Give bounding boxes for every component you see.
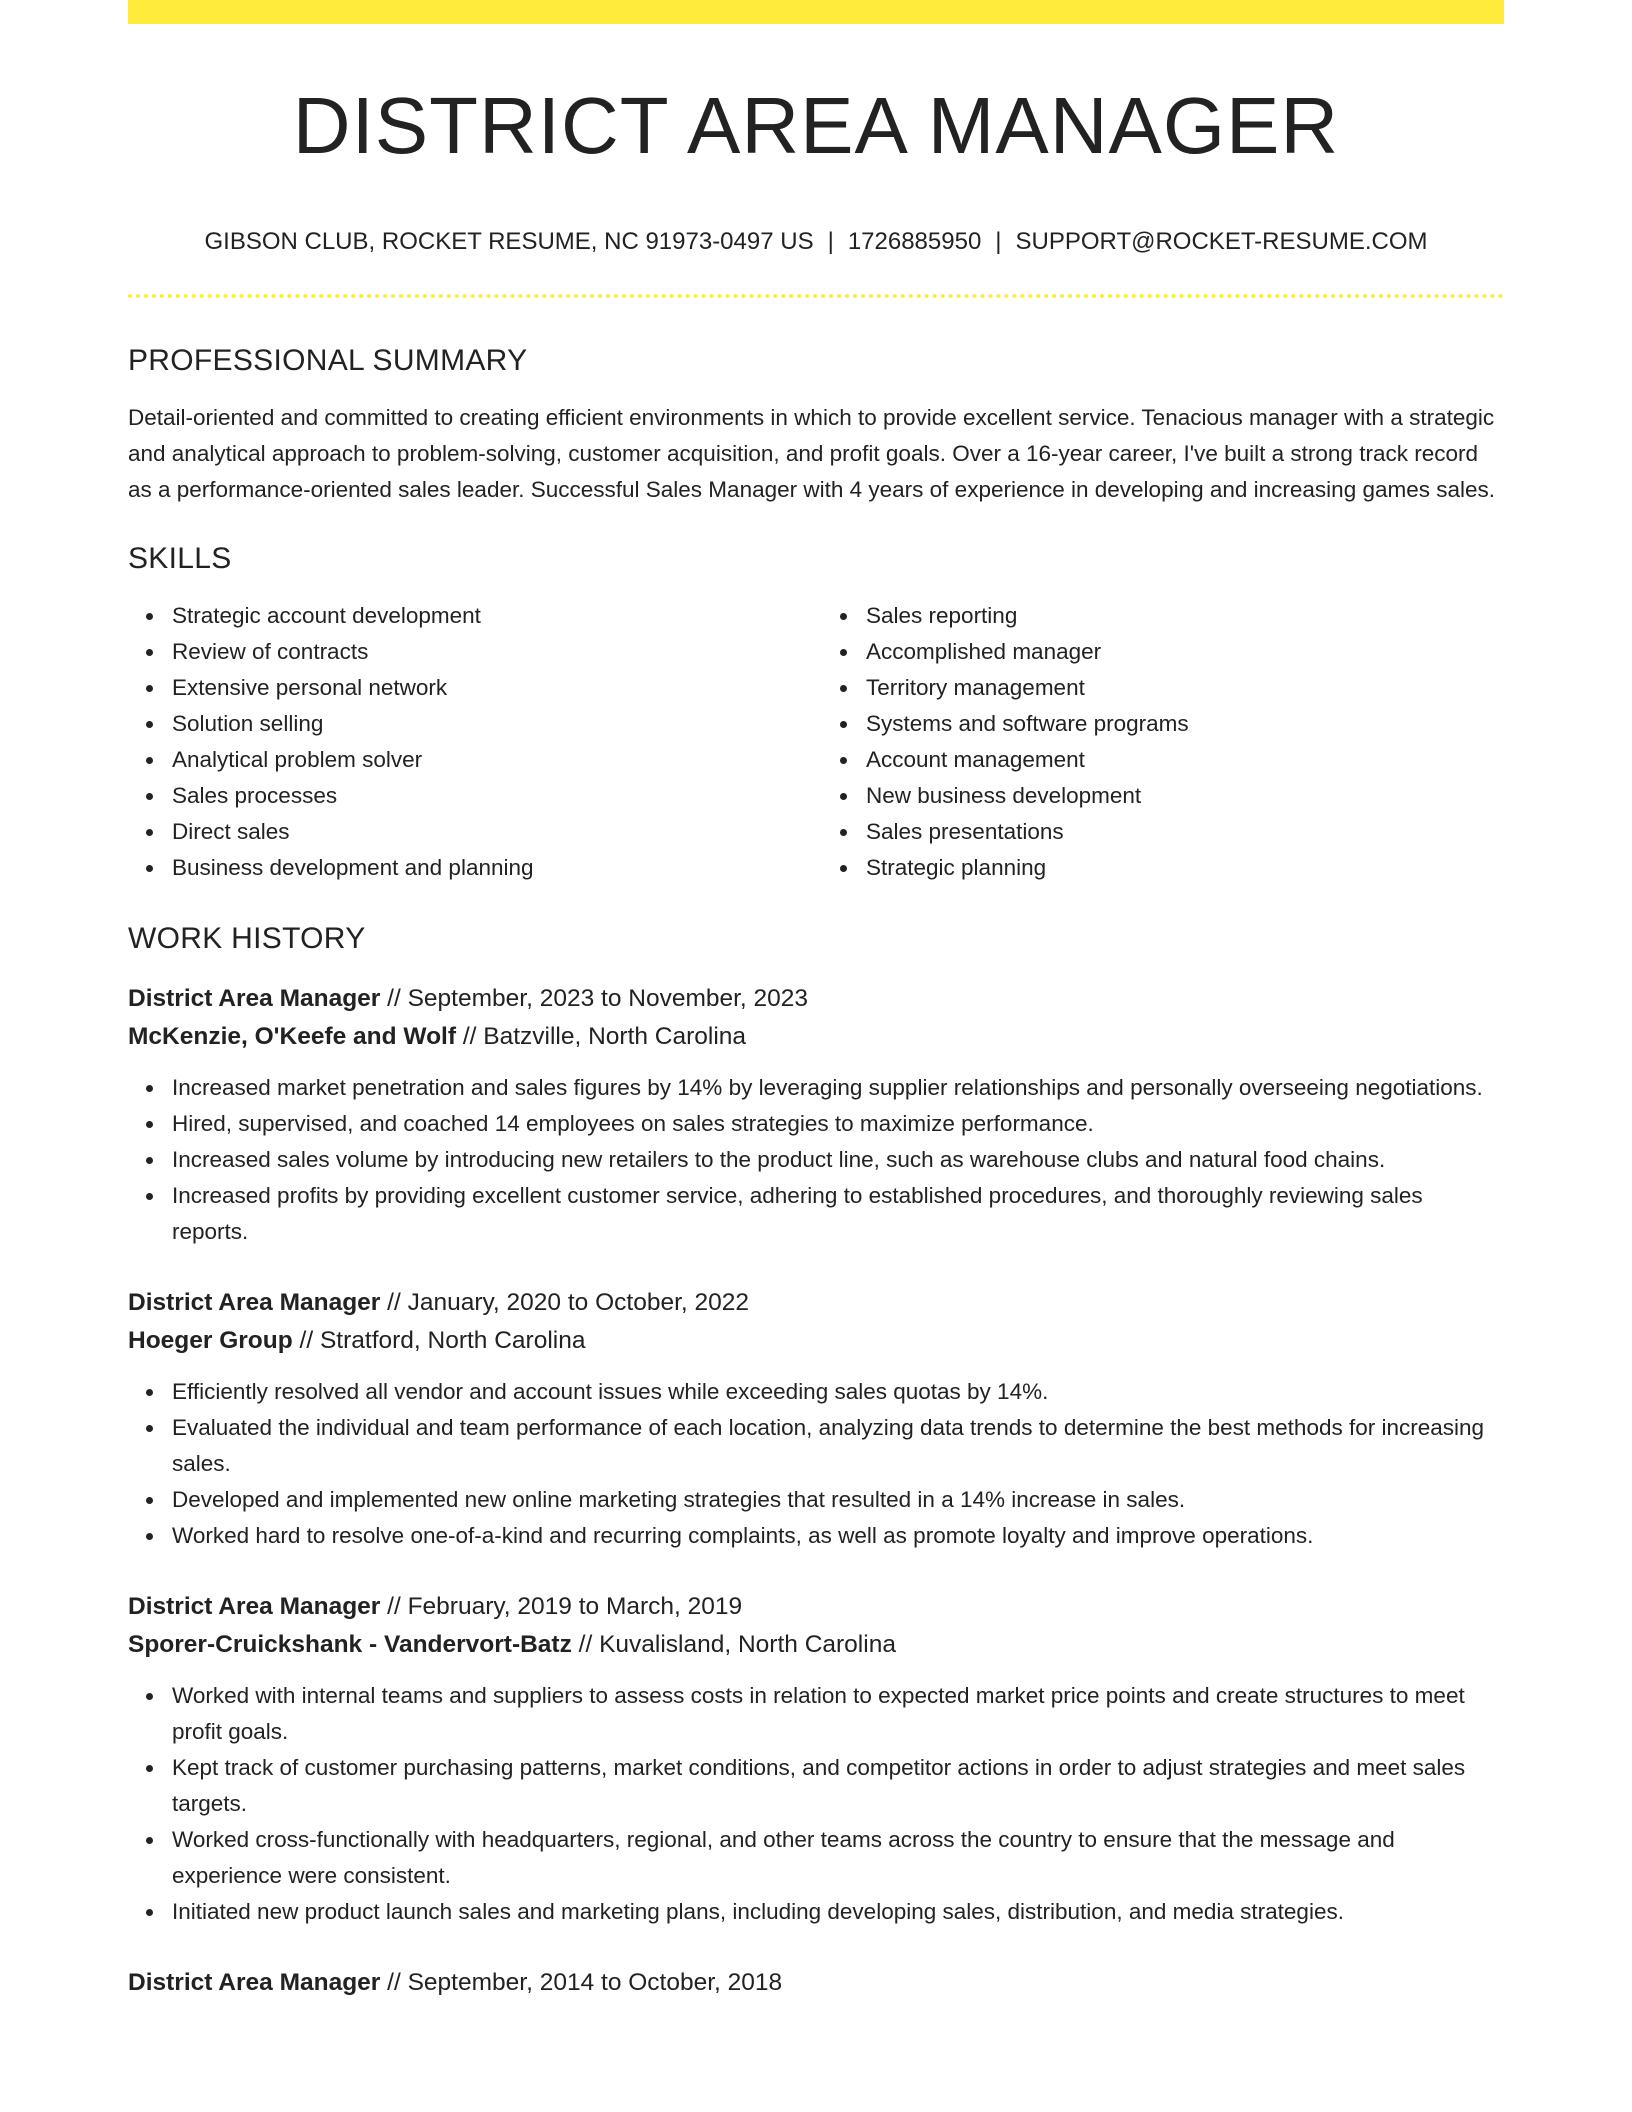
job-separator: // (380, 985, 408, 1012)
job-company: Sporer-Cruickshank - Vandervort-Batz (128, 1631, 572, 1658)
job-bullet: Increased profits by providing excellent customer service, adhering to established procedures, and thoroughly reviewing sales reports. (172, 1178, 1504, 1250)
job-bullet: Worked cross-functionally with headquarters, regional, and other teams across the country to ensure that the message and experience were consistent. (172, 1822, 1504, 1894)
job-entry (128, 1284, 1504, 1554)
skill-item: Sales reporting (866, 598, 1500, 634)
contact-separator: | (827, 228, 834, 255)
skill-item: Strategic account development (172, 598, 806, 634)
job-separator: // (380, 1969, 408, 1996)
job-dates: February, 2019 to March, 2019 (407, 1593, 743, 1620)
job-role-line (128, 980, 1504, 1018)
skill-item: Sales presentations (866, 814, 1500, 850)
job-bullet: Kept track of customer purchasing patterns, market conditions, and competitor actions in order to adjust strategies and meet sales targets. (172, 1750, 1504, 1822)
job-entry (128, 1588, 1504, 1930)
job-entry (128, 1964, 1504, 2002)
job-role-line (128, 1964, 1504, 2002)
contact-address: GIBSON CLUB, ROCKET RESUME, NC 91973-0497 US (204, 228, 814, 255)
job-location: Batzville, North Carolina (483, 1023, 747, 1050)
skills-list-left (128, 598, 806, 886)
dotted-divider (128, 294, 1504, 298)
job-bullet: Worked hard to resolve one-of-a-kind and recurring complaints, as well as promote loyalty and improve operations. (172, 1518, 1504, 1554)
skill-item: Accomplished manager (866, 634, 1500, 670)
skill-item: Systems and software programs (866, 706, 1500, 742)
accent-top-bar (128, 0, 1504, 24)
skill-item: Direct sales (172, 814, 806, 850)
job-role-line (128, 1588, 1504, 1626)
job-separator: // (292, 1327, 320, 1354)
skill-item: Extensive personal network (172, 670, 806, 706)
job-bullet: Hired, supervised, and coached 14 employees on sales strategies to maximize performance. (172, 1106, 1504, 1142)
skill-item: Analytical problem solver (172, 742, 806, 778)
job-separator: // (571, 1631, 600, 1658)
job-bullet: Worked with internal teams and suppliers to assess costs in relation to expected market price points and create structures to meet profit goals. (172, 1678, 1504, 1750)
job-location: Stratford, North Carolina (319, 1327, 586, 1354)
job-company-line (128, 1322, 1504, 1360)
skill-item: Review of contracts (172, 634, 806, 670)
job-bullet-list (128, 1678, 1504, 1930)
job-role: District Area Manager (128, 985, 381, 1012)
job-bullet-list (128, 1070, 1504, 1250)
summary-text: Detail-oriented and committed to creating efficient environments in which to provide excellent service. Tenacious manager with a strategic and analytical approach to problem-solving, customer acquisition, and profit goals. Over a 16-year career, I've built a strong track record as a performance-oriented sales leader. Successful Sales Manager with 4 years of experience in developing and increasing games sales. (128, 405, 1496, 502)
skill-item: Sales processes (172, 778, 806, 814)
contact-line (128, 230, 1504, 254)
job-bullet: Initiated new product launch sales and marketing plans, including developing sales, distribution, and media strategies. (172, 1894, 1504, 1930)
skill-item: Account management (866, 742, 1500, 778)
summary-heading: PROFESSIONAL SUMMARY (128, 344, 528, 377)
job-location: Kuvalisland, North Carolina (599, 1631, 896, 1658)
work-history-heading: WORK HISTORY (128, 922, 366, 955)
job-separator: // (456, 1023, 484, 1050)
job-company-line (128, 1626, 1504, 1664)
skills-heading: SKILLS (128, 542, 232, 575)
skills-columns (128, 598, 1504, 886)
job-company: McKenzie, O'Keefe and Wolf (128, 1023, 457, 1050)
skills-list-right (806, 598, 1500, 886)
skill-item: Territory management (866, 670, 1500, 706)
job-company-line (128, 1018, 1504, 1056)
skill-item: Solution selling (172, 706, 806, 742)
job-role: District Area Manager (128, 1593, 381, 1620)
work-history-list (128, 980, 1504, 2002)
contact-phone: 1726885950 (847, 228, 982, 255)
job-role: District Area Manager (128, 1969, 381, 1996)
resume-page (128, 0, 1504, 2002)
skill-item: Strategic planning (866, 850, 1500, 886)
job-bullet: Efficiently resolved all vendor and account issues while exceeding sales quotas by 14%. (172, 1374, 1504, 1410)
contact-email: SUPPORT@ROCKET-RESUME.COM (1015, 228, 1428, 255)
job-separator: // (380, 1593, 408, 1620)
job-separator: // (380, 1289, 408, 1316)
resume-title: DISTRICT AREA MANAGER (292, 81, 1340, 170)
job-bullet: Increased market penetration and sales figures by 14% by leveraging supplier relationships and personally overseeing negotiations. (172, 1070, 1504, 1106)
job-company: Hoeger Group (128, 1327, 293, 1354)
contact-separator: | (995, 228, 1002, 255)
job-dates: January, 2020 to October, 2022 (407, 1289, 750, 1316)
job-entry (128, 980, 1504, 1250)
skill-item: Business development and planning (172, 850, 806, 886)
job-dates: September, 2023 to November, 2023 (407, 985, 809, 1012)
job-bullet: Evaluated the individual and team performance of each location, analyzing data trends to determine the best methods for increasing sales. (172, 1410, 1504, 1482)
job-role-line (128, 1284, 1504, 1322)
job-bullet: Increased sales volume by introducing new retailers to the product line, such as warehouse clubs and natural food chains. (172, 1142, 1504, 1178)
job-bullet: Developed and implemented new online marketing strategies that resulted in a 14% increase in sales. (172, 1482, 1504, 1518)
job-role: District Area Manager (128, 1289, 381, 1316)
skill-item: New business development (866, 778, 1500, 814)
job-bullet-list (128, 1374, 1504, 1554)
job-dates: September, 2014 to October, 2018 (407, 1969, 783, 1996)
